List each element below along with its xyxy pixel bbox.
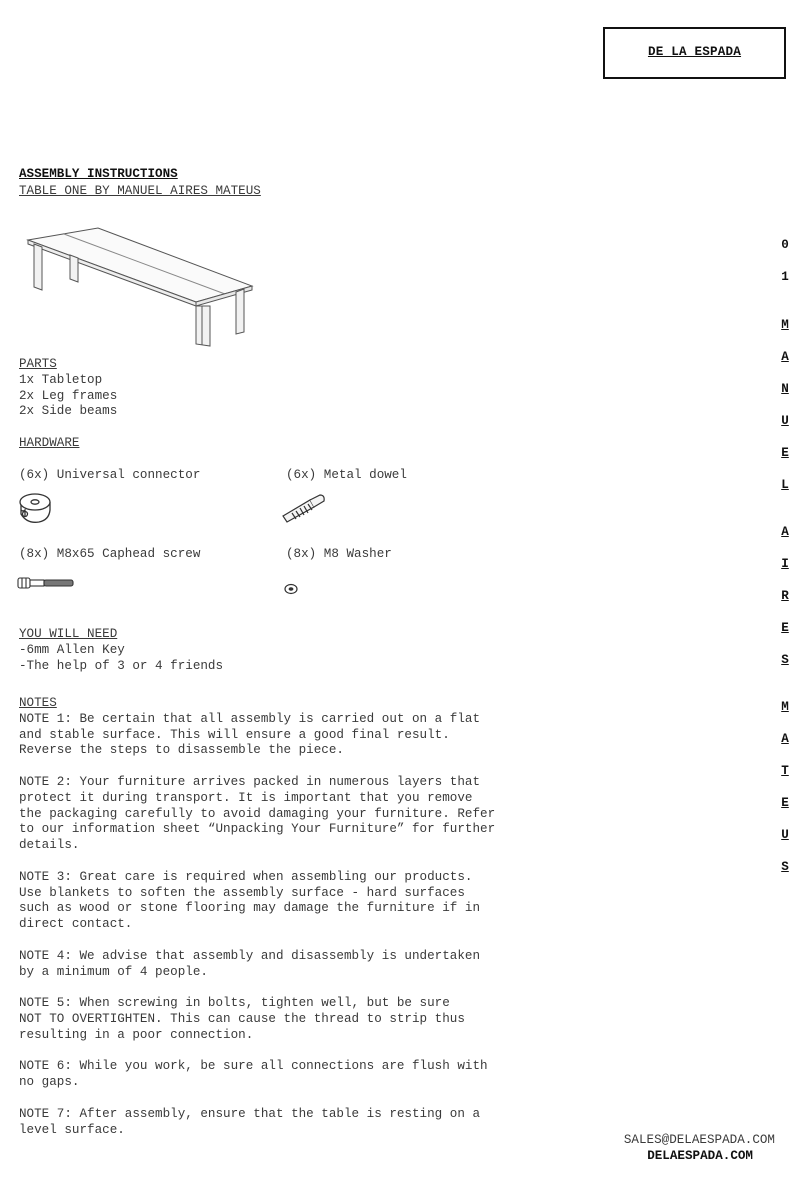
footer-website[interactable]: DELAESPADA.COM — [647, 1149, 753, 1163]
metal-dowel-icon — [280, 492, 328, 526]
need-item: -The help of 3 or 4 friends — [19, 658, 224, 673]
designer-letter: S — [781, 653, 789, 667]
designer-letter: U — [781, 414, 789, 428]
designer-letter: E — [781, 796, 789, 810]
note: NOTE 3: Great care is required when assembling our products. Use blankets to soften the assembly surface - hard surfaces such as wood or stone flooring may damage the furniture if in direct contact. — [19, 869, 481, 932]
need-item: -6mm Allen Key — [19, 642, 125, 657]
you-will-need-section — [19, 627, 223, 674]
hardware-item-label: (6x) Universal connector — [19, 468, 201, 482]
parts-heading: PARTS — [19, 357, 57, 371]
designer-letter: N — [781, 382, 789, 396]
designer-letter: I — [781, 557, 789, 571]
hardware-heading: HARDWARE — [19, 436, 80, 450]
parts-item: 1x Tabletop — [19, 372, 103, 387]
designer-letter: E — [781, 446, 789, 460]
note: NOTE 6: While you work, be sure all connections are flush with no gaps. — [19, 1059, 488, 1090]
parts-item: 2x Leg frames — [19, 388, 118, 403]
page-number-digit: 1 — [781, 270, 789, 284]
designer-letter: A — [781, 525, 789, 539]
designer-letter: T — [781, 764, 789, 778]
caphead-screw-icon — [17, 576, 75, 590]
brand-name: DE LA ESPADA — [647, 45, 742, 60]
note: NOTE 4: We advise that assembly and disassembly is undertaken by a minimum of 4 people. — [19, 948, 481, 979]
designer-letter: S — [781, 860, 789, 874]
designer-letter: E — [781, 621, 789, 635]
designer-letter: U — [781, 828, 789, 842]
hardware-item-label: (8x) M8 Washer — [286, 547, 392, 561]
brand-logo — [603, 27, 786, 79]
hardware-item-label: (6x) Metal dowel — [286, 468, 407, 482]
footer-email[interactable]: SALES@DELAESPADA.COM — [623, 1133, 775, 1147]
page-subtitle: TABLE ONE BY MANUEL AIRES MATEUS — [19, 184, 261, 198]
universal-connector-icon — [17, 492, 53, 526]
hardware-item-label: (8x) M8x65 Caphead screw — [19, 547, 201, 561]
note: NOTE 2: Your furniture arrives packed in numerous layers that protect it during transport. It is important that you remove the packaging carefully to avoid damaging your furniture. Refer to our information sheet “Unpacking Your Furniture” for further details. — [19, 774, 496, 853]
table-illustration — [26, 226, 256, 350]
designer-letter: M — [781, 318, 789, 332]
parts-section — [19, 357, 117, 420]
washer-icon — [284, 583, 298, 595]
parts-item: 2x Side beams — [19, 404, 118, 419]
designer-letter: R — [781, 589, 789, 603]
notes-section — [19, 696, 495, 1138]
page-number-digit: 0 — [781, 238, 789, 252]
designer-letter: A — [781, 732, 789, 746]
note: NOTE 1: Be certain that all assembly is carried out on a flat and stable surface. This will ensure a good final result. Reverse the steps to disassemble the piece. — [19, 711, 481, 758]
designer-letter: A — [781, 350, 789, 364]
page-title: ASSEMBLY INSTRUCTIONS — [19, 167, 178, 181]
designer-letter: L — [781, 478, 789, 492]
notes-heading: NOTES — [19, 696, 57, 710]
note: NOTE 5: When screwing in bolts, tighten well, but be sure NOT TO OVERTIGHTEN. This can cause the thread to strip thus resulting in a poor connection. — [19, 996, 465, 1042]
you-will-need-heading: YOU WILL NEED — [19, 627, 118, 641]
designer-letter: M — [781, 700, 789, 714]
note: NOTE 7: After assembly, ensure that the table is resting on a level surface. — [19, 1106, 481, 1137]
